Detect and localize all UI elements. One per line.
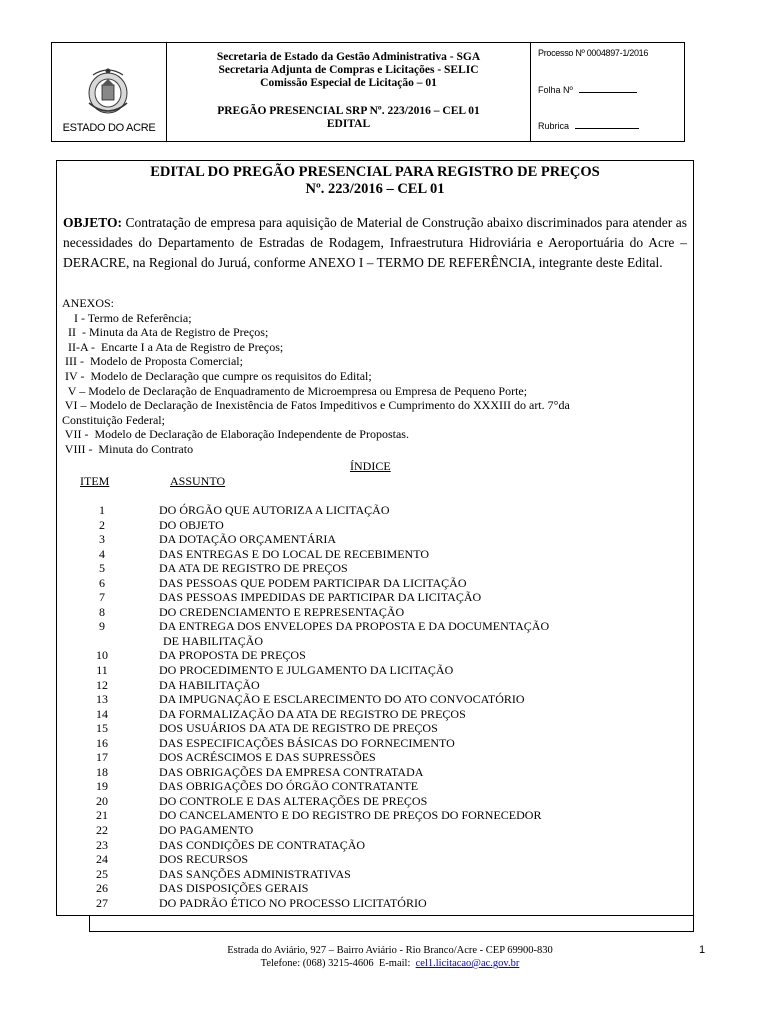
- anexo-item: V – Modelo de Declaração de Enquadramento de Microempresa ou Empresa de Pequeno Porte;: [62, 383, 528, 398]
- coat-of-arms-icon: [85, 63, 131, 121]
- indice-item-number: 1: [99, 503, 105, 517]
- indice-item-subject: DA PROPOSTA DE PREÇOS: [159, 648, 306, 663]
- doc-line: PREGÃO PRESENCIAL SRP Nº. 223/2016 – CEL 01: [217, 105, 480, 117]
- header-process-cell: [531, 43, 684, 141]
- indice-item-subject: DA IMPUGNAÇÃO E ESCLARECIMENTO DO ATO CONVOCATÓRIO: [159, 692, 525, 707]
- indice-item-subject: DO ÓRGÃO QUE AUTORIZA A LICITAÇÃO: [159, 503, 390, 517]
- anexos-heading: ANEXOS:: [62, 296, 115, 310]
- anexo-item: IV - Modelo de Declaração que cumpre os requisitos do Edital;: [62, 368, 372, 383]
- indice-row: [57, 881, 693, 896]
- indice-row: [57, 692, 693, 707]
- indice-item-number: 12: [96, 677, 108, 692]
- rubrica-label: Rubrica: [538, 121, 570, 131]
- header-title-cell: [167, 43, 531, 141]
- state-label: ESTADO DO ACRE: [62, 122, 156, 134]
- header-logo-cell: [52, 43, 167, 141]
- indice-row: [57, 721, 693, 736]
- folha-label: Folha Nº: [538, 85, 573, 95]
- indice-row: [57, 707, 693, 722]
- indice-item-subject: DO CONTROLE E DAS ALTERAÇÕES DE PREÇOS: [159, 793, 428, 808]
- email-link[interactable]: cel1.licitacao@ac.gov.br: [415, 958, 520, 969]
- indice-item-number: 25: [96, 866, 108, 881]
- footer-address: Estrada do Aviário, 927 – Bairro Aviário - Rio Branco/Acre - CEP 69900-830: [227, 945, 553, 956]
- anexo-item: VI – Modelo de Declaração de Inexistência de Fatos Impeditivos e Cumprimento do XXXIII do art. 7°da: [62, 398, 570, 413]
- indice-row: [57, 561, 693, 576]
- indice-row: [57, 619, 693, 634]
- title-line: EDITAL DO PREGÃO PRESENCIAL PARA REGISTRO DE PREÇOS: [150, 164, 600, 180]
- indice-item-subject: DO CANCELAMENTO E DO REGISTRO DE PREÇOS DO FORNECEDOR: [159, 808, 542, 823]
- edital-title: [57, 164, 693, 198]
- anexo-item: III - Modelo de Proposta Comercial;: [62, 354, 243, 369]
- indice-item-subject: DAS PESSOAS IMPEDIDAS DE PARTICIPAR DA LICITAÇÃO: [159, 590, 482, 605]
- anexo-item: II - Minuta da Ata de Registro de Preços;: [62, 325, 269, 340]
- footer-phone: Telefone: (068) 3215-4606 E-mail:: [260, 958, 416, 969]
- indice-item-subject: DA ENTREGA DOS ENVELOPES DA PROPOSTA E DA DOCUMENTAÇÃO: [159, 619, 550, 634]
- indice-table: [57, 503, 693, 910]
- indice-item-number: 13: [96, 692, 108, 707]
- indice-row: [57, 648, 693, 663]
- org-line: Comissão Especial de Licitação – 01: [260, 77, 437, 89]
- edital-body: [56, 160, 694, 916]
- indice-item-number: 22: [96, 823, 108, 838]
- indice-item-number: 15: [96, 721, 108, 736]
- indice-row: [57, 867, 693, 882]
- indice-row: [57, 808, 693, 823]
- indice-item-number: 10: [96, 648, 108, 663]
- column-header-assunto: ASSUNTO: [170, 474, 226, 488]
- indice-row: [57, 896, 693, 911]
- indice-item-number: 26: [96, 881, 108, 896]
- indice-item-number: 8: [99, 604, 105, 619]
- indice-row: [57, 576, 693, 591]
- indice-item-subject: DAS OBRIGAÇÕES DO ÓRGÃO CONTRATANTE: [159, 779, 419, 794]
- indice-row: [57, 750, 693, 765]
- indice-item-number: 7: [99, 590, 105, 605]
- indice-item-number: 4: [99, 546, 105, 561]
- indice-item-subject: DOS RECURSOS: [159, 852, 249, 867]
- indice-item-subject: DAS SANÇÕES ADMINISTRATIVAS: [159, 866, 351, 881]
- indice-row: [57, 590, 693, 605]
- objeto-paragraph: [63, 213, 687, 273]
- folha-field: [538, 85, 637, 95]
- indice-item-subject: DAS OBRIGAÇÕES DA EMPRESA CONTRATADA: [159, 764, 424, 779]
- indice-title: ÍNDICE: [350, 459, 391, 473]
- indice-item-number: 21: [96, 808, 108, 823]
- indice-item-number: 2: [99, 517, 105, 532]
- process-number: Processo Nº 0004897-1/2016: [538, 48, 649, 58]
- doc-line: EDITAL: [326, 118, 371, 130]
- indice-item-subject: DA ATA DE REGISTRO DE PREÇOS: [159, 561, 348, 576]
- indice-row: [57, 663, 693, 678]
- indice-row: [57, 779, 693, 794]
- indice-row: [57, 605, 693, 620]
- indice-item-number: 27: [96, 895, 108, 910]
- indice-item-number: 16: [96, 735, 108, 750]
- anexo-item: I - Termo de Referência;: [62, 310, 192, 325]
- indice-item-subject: DO PROCEDIMENTO E JULGAMENTO DA LICITAÇÃO: [159, 663, 454, 678]
- indice-item-number: 6: [99, 575, 105, 590]
- org-line: Secretaria de Estado da Gestão Administrativa - SGA: [216, 51, 481, 63]
- indice-row: [57, 547, 693, 562]
- indice-row: [57, 765, 693, 780]
- indice-item-number: 11: [96, 663, 108, 678]
- indice-item-number: 17: [96, 750, 108, 765]
- indice-item-subject: DA DOTAÇÃO ORÇAMENTÁRIA: [159, 532, 337, 547]
- indice-item-subject: DAS DISPOSIÇÕES GERAIS: [159, 881, 309, 896]
- folha-blank: [579, 85, 637, 93]
- indice-row: [57, 634, 693, 649]
- indice-item-subject: DOS USUÁRIOS DA ATA DE REGISTRO DE PREÇOS: [159, 721, 438, 736]
- indice-item-subject: DAS ENTREGAS E DO LOCAL DE RECEBIMENTO: [159, 546, 429, 561]
- indice-row: [57, 518, 693, 533]
- page-footer: [150, 944, 630, 970]
- indice-item-number: 18: [96, 764, 108, 779]
- org-line: Secretaria Adjunta de Compras e Licitações - SELIC: [218, 64, 479, 76]
- indice-item-number: 20: [96, 793, 108, 808]
- indice-item-number: 14: [96, 706, 108, 721]
- objeto-text: Contratação de empresa para aquisição de Material de Construção abaixo discriminados para atender as necessidades do Departamento de Estradas de Rodagem, Infraestrutura Hidroviária e Aeroportuária do Acre – DERACRE, na Regional do Juruá, conforme ANEXO I – TERMO DE REFERÊNCIA, integrante deste Edital.: [63, 215, 687, 270]
- indice-row: [57, 503, 693, 518]
- indice-row: [57, 838, 693, 853]
- column-header-item: ITEM: [80, 474, 110, 488]
- rubrica-field: [538, 121, 639, 131]
- indice-item-number: 3: [99, 532, 105, 547]
- indice-row: [57, 736, 693, 751]
- indice-item-subject: DA HABILITAÇÃO: [159, 677, 260, 692]
- rubrica-blank: [575, 121, 639, 129]
- page-number: 1: [699, 944, 706, 956]
- indice-item-subject: DO CREDENCIAMENTO E REPRESENTAÇÃO: [159, 604, 405, 619]
- indice-item-subject: DE HABILITAÇÃO: [163, 633, 264, 648]
- indice-row: [57, 678, 693, 693]
- anexos-list: [62, 296, 689, 457]
- indice-item-subject: DAS ESPECIFICAÇÕES BÁSICAS DO FORNECIMENTO: [159, 735, 455, 750]
- indice-item-subject: DA FORMALIZAÇÃO DA ATA DE REGISTRO DE PREÇOS: [159, 706, 466, 721]
- indice-item-subject: DO PADRÃO ÉTICO NO PROCESSO LICITATÓRIO: [159, 895, 427, 910]
- indice-item-subject: DO OBJETO: [159, 517, 224, 532]
- indice-item-subject: DO PAGAMENTO: [159, 823, 254, 838]
- indice-item-number: 24: [96, 852, 108, 867]
- anexo-item: VII - Modelo de Declaração de Elaboração Independente de Propostas.: [62, 427, 409, 442]
- objeto-label: OBJETO:: [63, 215, 123, 230]
- indice-item-subject: DOS ACRÉSCIMOS E DAS SUPRESSÕES: [159, 750, 376, 765]
- indice-item-number: 5: [99, 561, 105, 576]
- indice-item-number: 9: [99, 619, 105, 634]
- anexo-item: II-A - Encarte I a Ata de Registro de Preços;: [62, 339, 284, 354]
- indice-item-number: 19: [96, 779, 108, 794]
- anexo-item: VIII - Minuta do Contrato: [62, 441, 194, 456]
- anexo-item: Constituição Federal;: [62, 412, 165, 427]
- indice-row: [57, 852, 693, 867]
- bottom-strip: [89, 915, 694, 932]
- footer-contact: [150, 957, 630, 970]
- indice-item-subject: DAS PESSOAS QUE PODEM PARTICIPAR DA LICITAÇÃO: [159, 575, 467, 590]
- indice-row: [57, 823, 693, 838]
- indice-item-subject: DAS CONDIÇÕES DE CONTRATAÇÃO: [159, 837, 366, 852]
- indice-row: [57, 532, 693, 547]
- indice-row: [57, 794, 693, 809]
- document-header: [51, 42, 685, 142]
- indice-item-number: 23: [96, 837, 108, 852]
- title-line: Nº. 223/2016 – CEL 01: [305, 181, 445, 197]
